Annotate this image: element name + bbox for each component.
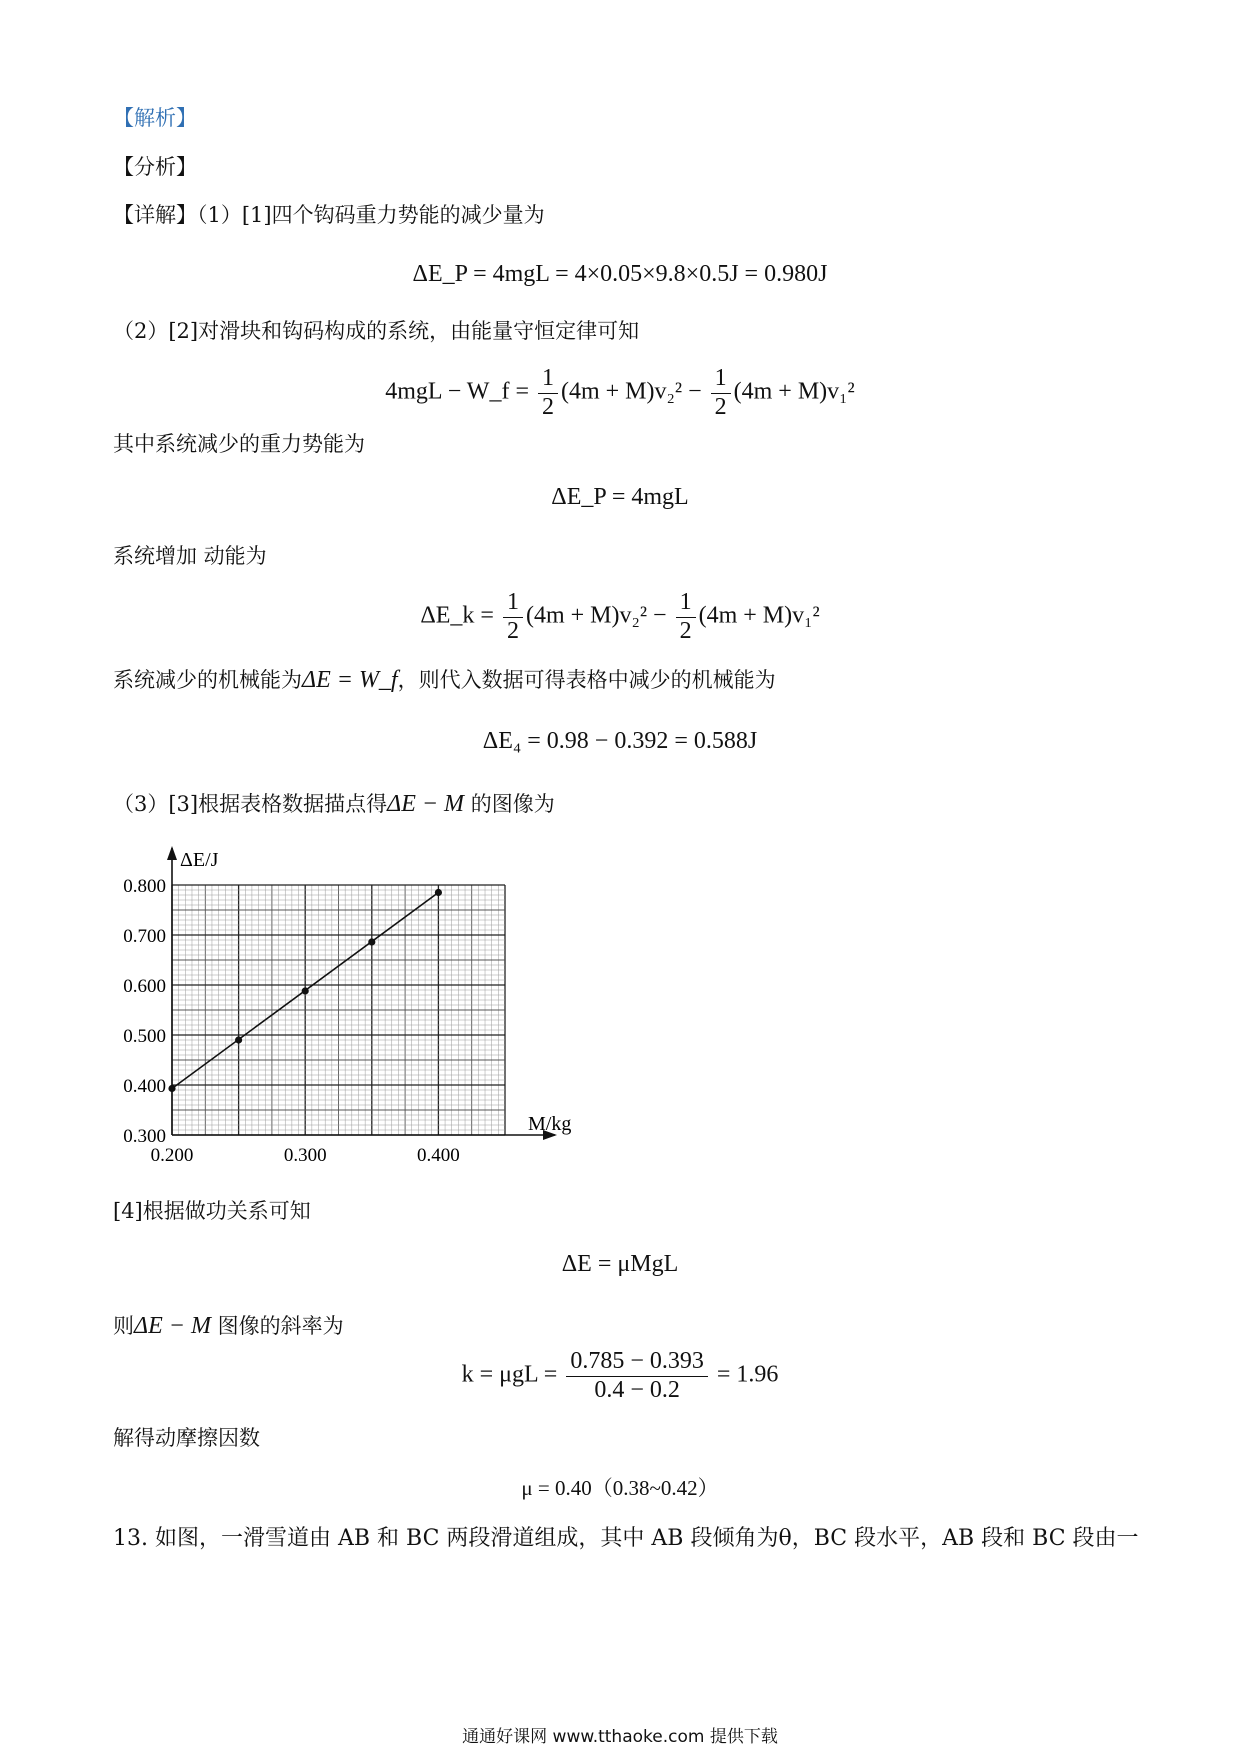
line5 bbox=[113, 664, 776, 698]
equation-2: 4mgL − W_f = $\frac{1}{2}$ (4m + M)v₂² − $\frac{1}{2}$ (4m + M)v₁² bbox=[385, 365, 855, 420]
data-point bbox=[435, 889, 442, 896]
line8 bbox=[113, 1310, 344, 1344]
fenxi-heading: 【分析】 bbox=[113, 155, 197, 179]
y-tick-label: 0.400 bbox=[123, 1076, 166, 1097]
equation-8: μ = 0.40（0.38~0.42） bbox=[521, 1476, 719, 1500]
line6-text-a: （3）[3]根据表格数据描点得 bbox=[113, 792, 388, 816]
eq4-left: ΔE_k = bbox=[420, 602, 494, 629]
energy-mass-chart bbox=[100, 840, 600, 1180]
x-tick-label: 0.200 bbox=[150, 1145, 194, 1166]
y-axis-label: ΔE/J bbox=[180, 849, 219, 871]
equation-4: ΔE_k = $\frac{1}{2}$ (4m + M)v₂² − $\frac{1}{2}$ (4m + M)v₁² bbox=[420, 589, 820, 644]
equation-7 bbox=[0, 1348, 1240, 1404]
line5-text-b: ，则代入数据可得表格中减少的机械能为 bbox=[397, 668, 776, 692]
eq2-term2: (4m + M)v₁² bbox=[733, 378, 855, 405]
line8-formula: ΔE − M bbox=[134, 1313, 211, 1339]
y-tick-label: 0.800 bbox=[123, 876, 166, 897]
question-13: 13. 如图，一滑雪道由 AB 和 BC 两段滑道组成，其中 AB 段倾角为θ，BC 段水平，AB 段和 BC 段由一 bbox=[113, 1526, 1139, 1551]
line2-text: （2）[2]对滑块和钩码构成的系统，由能量守恒定律可知 bbox=[113, 319, 640, 343]
x-tick-label: 0.400 bbox=[417, 1145, 460, 1166]
eq7-numerator: 0.785 − 0.393 bbox=[566, 1348, 708, 1377]
eq2-left: 4mgL − W_f = bbox=[385, 378, 529, 405]
eq4-term2: (4m + M)v₁² bbox=[698, 602, 820, 629]
line6 bbox=[113, 788, 555, 822]
equation-3: ΔE_P = 4mgL bbox=[551, 484, 689, 510]
line1-text: （1）[1]四个钩码重力势能的减少量为 bbox=[197, 203, 545, 227]
eq2-half-2: $\frac{1}{2}$ bbox=[711, 365, 731, 421]
equation-6: ΔE = μMgL bbox=[561, 1251, 679, 1277]
data-point bbox=[235, 1036, 242, 1043]
eq7-fraction bbox=[566, 1348, 708, 1404]
line8-text-a: 则 bbox=[113, 1314, 134, 1338]
y-tick-label: 0.500 bbox=[123, 1026, 166, 1047]
equation-1: ΔE_P = 4mgL = 4×0.05×9.8×0.5J = 0.980J bbox=[412, 261, 828, 287]
x-tick-label: 0.300 bbox=[283, 1145, 327, 1166]
y-tick-label: 0.300 bbox=[123, 1126, 166, 1147]
y-axis-arrow bbox=[167, 846, 177, 860]
detail-heading: 【详解】 bbox=[113, 203, 197, 227]
eq2-term1: (4m + M)v₂² bbox=[560, 378, 683, 405]
line5-formula: ΔE = W_f bbox=[302, 667, 398, 693]
eq4-half-2: $\frac{1}{2}$ bbox=[676, 589, 696, 645]
line7-text: [4]根据做功关系可知 bbox=[113, 1199, 311, 1223]
line9-text: 解得动摩擦因数 bbox=[113, 1426, 260, 1450]
data-point bbox=[168, 1085, 175, 1092]
line5-text-a: 系统减少的机械能为 bbox=[113, 668, 302, 692]
eq7-right: = 1.96 bbox=[716, 1361, 779, 1388]
eq2-half-1: $\frac{1}{2}$ bbox=[538, 365, 558, 421]
y-tick-label: 0.600 bbox=[123, 976, 166, 997]
x-axis-label: M/kg bbox=[528, 1113, 572, 1135]
eq4-half-1: $\frac{1}{2}$ bbox=[503, 589, 523, 645]
eq4-term1: (4m + M)v₂² bbox=[525, 602, 648, 629]
footer-text: 通通好课网 www.tthaoke.com 提供下载 bbox=[462, 1727, 778, 1747]
data-point bbox=[302, 987, 309, 994]
analysis-heading: 【解析】 bbox=[113, 106, 197, 130]
line4-text: 系统增加 动能为 bbox=[113, 544, 267, 568]
line8-text-b: 图像的斜率为 bbox=[217, 1314, 344, 1338]
data-point bbox=[368, 938, 375, 945]
eq7-denominator: 0.4 − 0.2 bbox=[594, 1376, 680, 1403]
line6-text-b: 的图像为 bbox=[470, 792, 555, 816]
y-tick-label: 0.700 bbox=[123, 926, 166, 947]
equation-5: ΔE₄ = 0.98 − 0.392 = 0.588J bbox=[482, 728, 758, 754]
detail-line-1 bbox=[113, 201, 545, 230]
eq7-left: k = μgL = bbox=[461, 1361, 558, 1388]
line3-text: 其中系统减少的重力势能为 bbox=[113, 432, 365, 456]
line6-formula: ΔE − M bbox=[387, 791, 465, 817]
